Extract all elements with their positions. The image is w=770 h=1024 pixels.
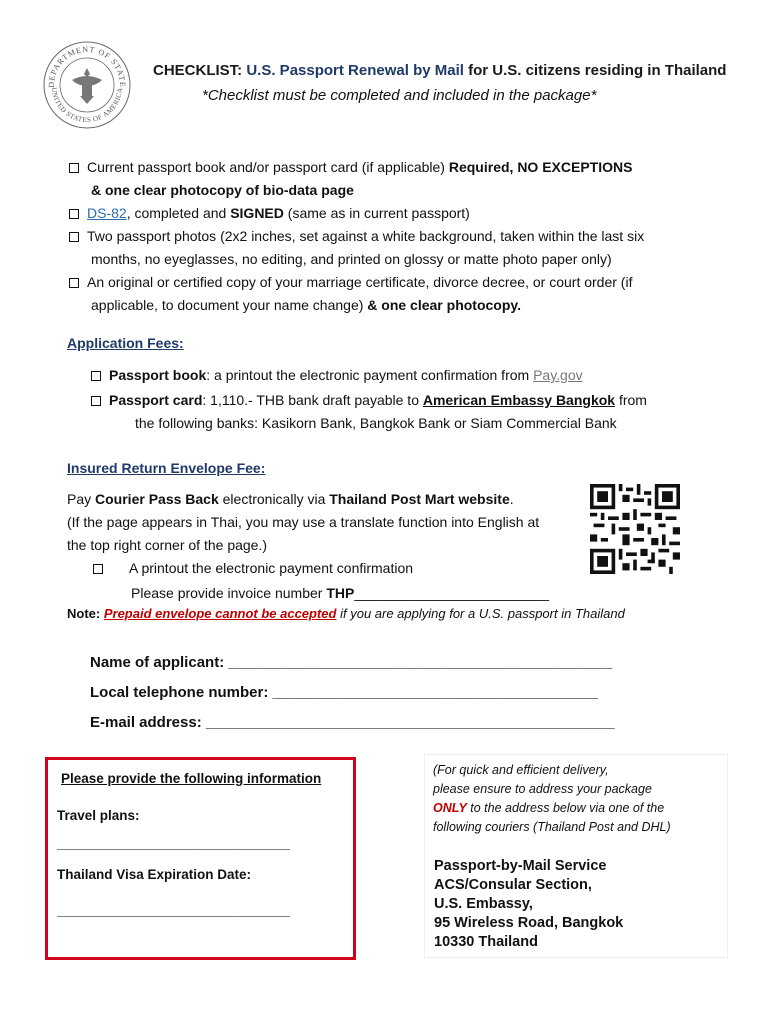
- checklist-item-marriage: An original or certified copy of your marriage certificate, divorce decree, or court order (if: [69, 271, 632, 294]
- invoice-number-field: Please provide invoice number THP_________________________: [131, 585, 549, 601]
- application-fees-heading: Application Fees:: [67, 335, 184, 351]
- checklist-item-ds82: DS-82, completed and SIGNED (same as in current passport): [69, 202, 470, 225]
- visa-expiration-label: Thailand Visa Expiration Date:: [57, 867, 252, 882]
- envelope-checkbox-item: A printout the electronic payment confirmation: [93, 557, 413, 580]
- svg-text:DEPARTMENT OF STATE: DEPARTMENT OF STATE: [46, 44, 128, 88]
- checklist-item-passport: Current passport book and/or passport card (if applicable) Required, NO EXCEPTIONS: [69, 156, 632, 179]
- applicant-info-box: [45, 757, 356, 960]
- ds82-link[interactable]: DS-82: [87, 205, 127, 221]
- info-box-heading: Please provide the following information: [61, 771, 322, 786]
- prepaid-envelope-note: Note: Prepaid envelope cannot be accepted if you are applying for a U.S. passport in Thailand: [67, 606, 625, 621]
- envelope-fee-heading: Insured Return Envelope Fee:: [67, 460, 266, 476]
- department-of-state-seal: [42, 40, 132, 130]
- visa-expiration-field[interactable]: _______________________________: [57, 903, 290, 918]
- qr-code[interactable]: [590, 484, 680, 574]
- page-subtitle: *Checklist must be completed and included in the package*: [202, 87, 597, 104]
- checkbox[interactable]: [91, 371, 101, 381]
- fee-passport-card-line2: the following banks: Kasikorn Bank, Bangkok Bank or Siam Commercial Bank: [135, 415, 617, 431]
- envelope-line3: the top right corner of the page.): [67, 537, 268, 553]
- applicant-name-field[interactable]: Name of applicant: ______________________________________________: [90, 654, 613, 671]
- checkbox[interactable]: [69, 278, 79, 288]
- checklist-item-photos: Two passport photos (2x2 inches, set against a white background, taken within the last six: [69, 225, 644, 248]
- fee-passport-card: Passport card: 1,110.- THB bank draft payable to American Embassy Bangkok from: [91, 389, 647, 412]
- delivery-instructions: (For quick and efficient delivery, please ensure to address your package ONLY to the address below via one of the following couriers (Thailand Post and DHL): [433, 763, 671, 834]
- svg-text:UNITED STATES OF AMERICA: UNITED STATES OF AMERICA: [49, 86, 125, 125]
- mailing-address: Passport-by-Mail Service ACS/Consular Section, U.S. Embassy, 95 Wireless Road, Bangkok 10330 Thailand: [434, 858, 624, 950]
- telephone-field[interactable]: Local telephone number: _______________________________________: [90, 684, 598, 701]
- checkbox[interactable]: [69, 232, 79, 242]
- travel-plans-label: Travel plans:: [57, 808, 140, 823]
- checkbox[interactable]: [91, 396, 101, 406]
- checkbox[interactable]: [93, 564, 103, 574]
- email-field[interactable]: E-mail address: _________________________________________________: [90, 714, 615, 731]
- page-title: CHECKLIST: U.S. Passport Renewal by Mail for U.S. citizens residing in Thailand: [153, 62, 727, 79]
- pay-gov-link[interactable]: Pay.gov: [533, 367, 583, 383]
- envelope-line2: (If the page appears in Thai, you may use a translate function into English at: [67, 514, 540, 530]
- fee-passport-book: Passport book: a printout the electronic payment confirmation from Pay.gov: [91, 364, 583, 387]
- checkbox[interactable]: [69, 163, 79, 173]
- checklist-item-passport-line2: & one clear photocopy of bio-data page: [91, 182, 354, 198]
- travel-plans-field[interactable]: _______________________________: [57, 836, 290, 851]
- checkbox[interactable]: [69, 209, 79, 219]
- checklist-item-photos-line2: months, no eyeglasses, no editing, and printed on glossy or matte photo paper only): [91, 251, 612, 267]
- delivery-address-box: [424, 754, 728, 958]
- checklist-item-marriage-line2: applicable, to document your name change) & one clear photocopy.: [91, 297, 522, 313]
- envelope-line1: Pay Courier Pass Back electronically via Thailand Post Mart website.: [67, 491, 514, 507]
